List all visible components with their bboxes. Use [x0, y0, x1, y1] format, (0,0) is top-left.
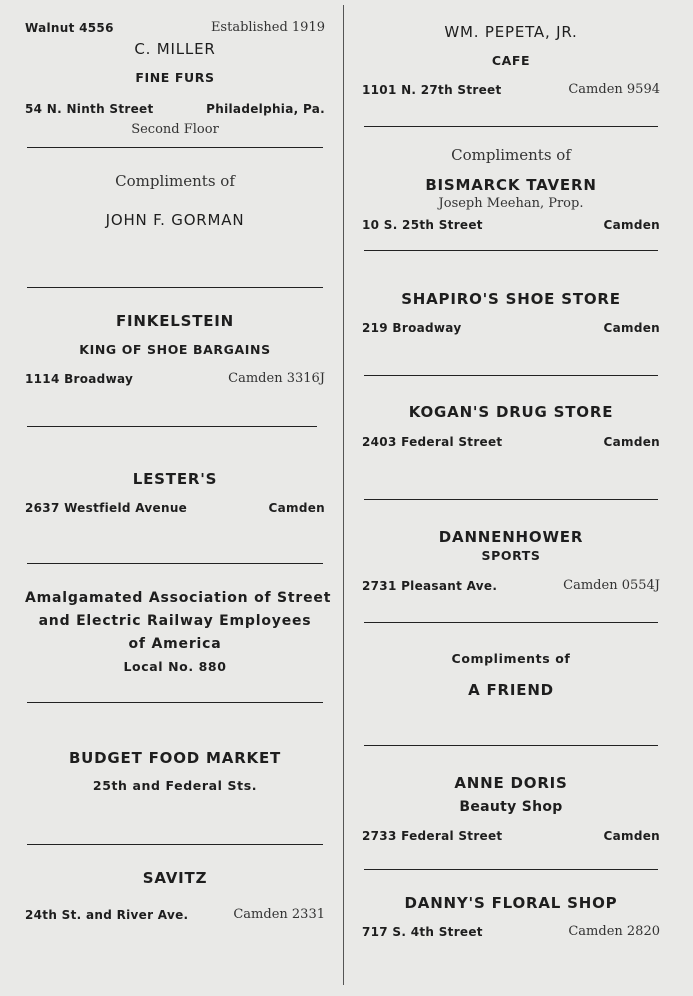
phone: Camden 3316J	[228, 371, 325, 386]
divider-rule	[364, 250, 658, 251]
divider-rule	[364, 499, 658, 500]
ad-tagline: CAFE	[491, 53, 531, 68]
right-column	[362, 0, 660, 996]
address-row	[25, 498, 325, 518]
address-row	[362, 318, 660, 338]
city: Camden	[603, 321, 660, 335]
ad-title-line: of America	[128, 636, 222, 652]
ad-tagline: SPORTS	[481, 548, 541, 563]
address: 10 S. 25th Street	[362, 218, 483, 232]
floor: Second Floor	[131, 122, 219, 137]
city: Camden	[603, 435, 660, 449]
ad-title: SHAPIRO'S SHOE STORE	[401, 290, 621, 308]
divider-rule	[27, 426, 317, 427]
ad-title: DANNY'S FLORAL SHOP	[404, 894, 618, 912]
ad-title: BISMARCK TAVERN	[425, 176, 597, 194]
address: 717 S. 4th Street	[362, 925, 483, 939]
ad-title: DANNENHOWER	[438, 528, 584, 546]
divider-rule	[364, 375, 658, 376]
compliments-text: Compliments of	[115, 172, 235, 190]
ad-title: FINKELSTEIN	[115, 312, 235, 330]
ad-title: BUDGET FOOD MARKET	[68, 749, 282, 767]
address: 219 Broadway	[362, 321, 462, 335]
divider-rule	[27, 147, 323, 148]
left-column	[25, 0, 332, 996]
address: 1114 Broadway	[25, 372, 134, 386]
proprietor: Joseph Meehan, Prop.	[438, 196, 584, 211]
city: Camden	[603, 829, 660, 843]
address-row	[362, 432, 660, 452]
ad-title-line: and Electric Railway Employees	[38, 613, 312, 629]
address-row	[362, 215, 660, 235]
ad-title: LESTER'S	[132, 470, 218, 488]
divider-rule	[27, 702, 323, 703]
address-row	[25, 905, 325, 925]
address: 24th St. and River Ave.	[25, 908, 189, 922]
address-row	[362, 80, 660, 100]
divider-rule	[27, 287, 323, 288]
ad-title: WM. PEPETA, JR.	[444, 23, 578, 41]
divider-rule	[364, 622, 658, 623]
compliments-text: Compliments of	[451, 651, 571, 666]
ad-title-line: Amalgamated Association of Street	[25, 590, 332, 606]
phone: Camden 0554J	[563, 578, 660, 593]
address: 2403 Federal Street	[362, 435, 503, 449]
ad-title: JOHN F. GORMAN	[105, 211, 245, 229]
ad-title: ANNE DORIS	[454, 774, 568, 792]
ad-title: KOGAN'S DRUG STORE	[408, 403, 614, 421]
divider-rule	[364, 126, 658, 127]
ad-tagline: KING OF SHOE BARGAINS	[79, 342, 271, 357]
city: Camden	[603, 218, 660, 232]
address: 54 N. Ninth Street	[25, 102, 154, 116]
address-row	[25, 369, 325, 389]
ad-title: C. MILLER	[134, 40, 216, 58]
ad-tagline: Beauty Shop	[459, 799, 563, 815]
established: Established 1919	[210, 20, 325, 35]
address: 25th and Federal Sts.	[92, 778, 258, 793]
divider-rule	[27, 844, 323, 845]
ad-title: A FRIEND	[468, 681, 554, 699]
city: Philadelphia, Pa.	[206, 102, 325, 116]
city: Camden	[268, 501, 325, 515]
local-number: Local No. 880	[123, 659, 227, 674]
phone: Camden 2820	[568, 924, 660, 939]
divider-rule	[364, 745, 658, 746]
column-divider	[343, 5, 344, 985]
phone: Camden 9594	[568, 82, 660, 97]
address: 2733 Federal Street	[362, 829, 503, 843]
phone: Walnut 4556	[25, 21, 114, 35]
address: 2637 Westfield Avenue	[25, 501, 188, 515]
address-row	[362, 576, 660, 596]
ad-title: SAVITZ	[142, 869, 208, 887]
ad-tagline: FINE FURS	[135, 70, 215, 85]
divider-rule	[27, 563, 323, 564]
divider-rule	[364, 869, 658, 870]
compliments-text: Compliments of	[451, 146, 571, 164]
address: 2731 Pleasant Ave.	[362, 579, 498, 593]
address: 1101 N. 27th Street	[362, 83, 502, 97]
address-row	[362, 826, 660, 846]
ad-miller-header	[25, 18, 325, 38]
address-row	[25, 99, 325, 119]
address-row	[362, 922, 660, 942]
phone: Camden 2331	[233, 907, 325, 922]
